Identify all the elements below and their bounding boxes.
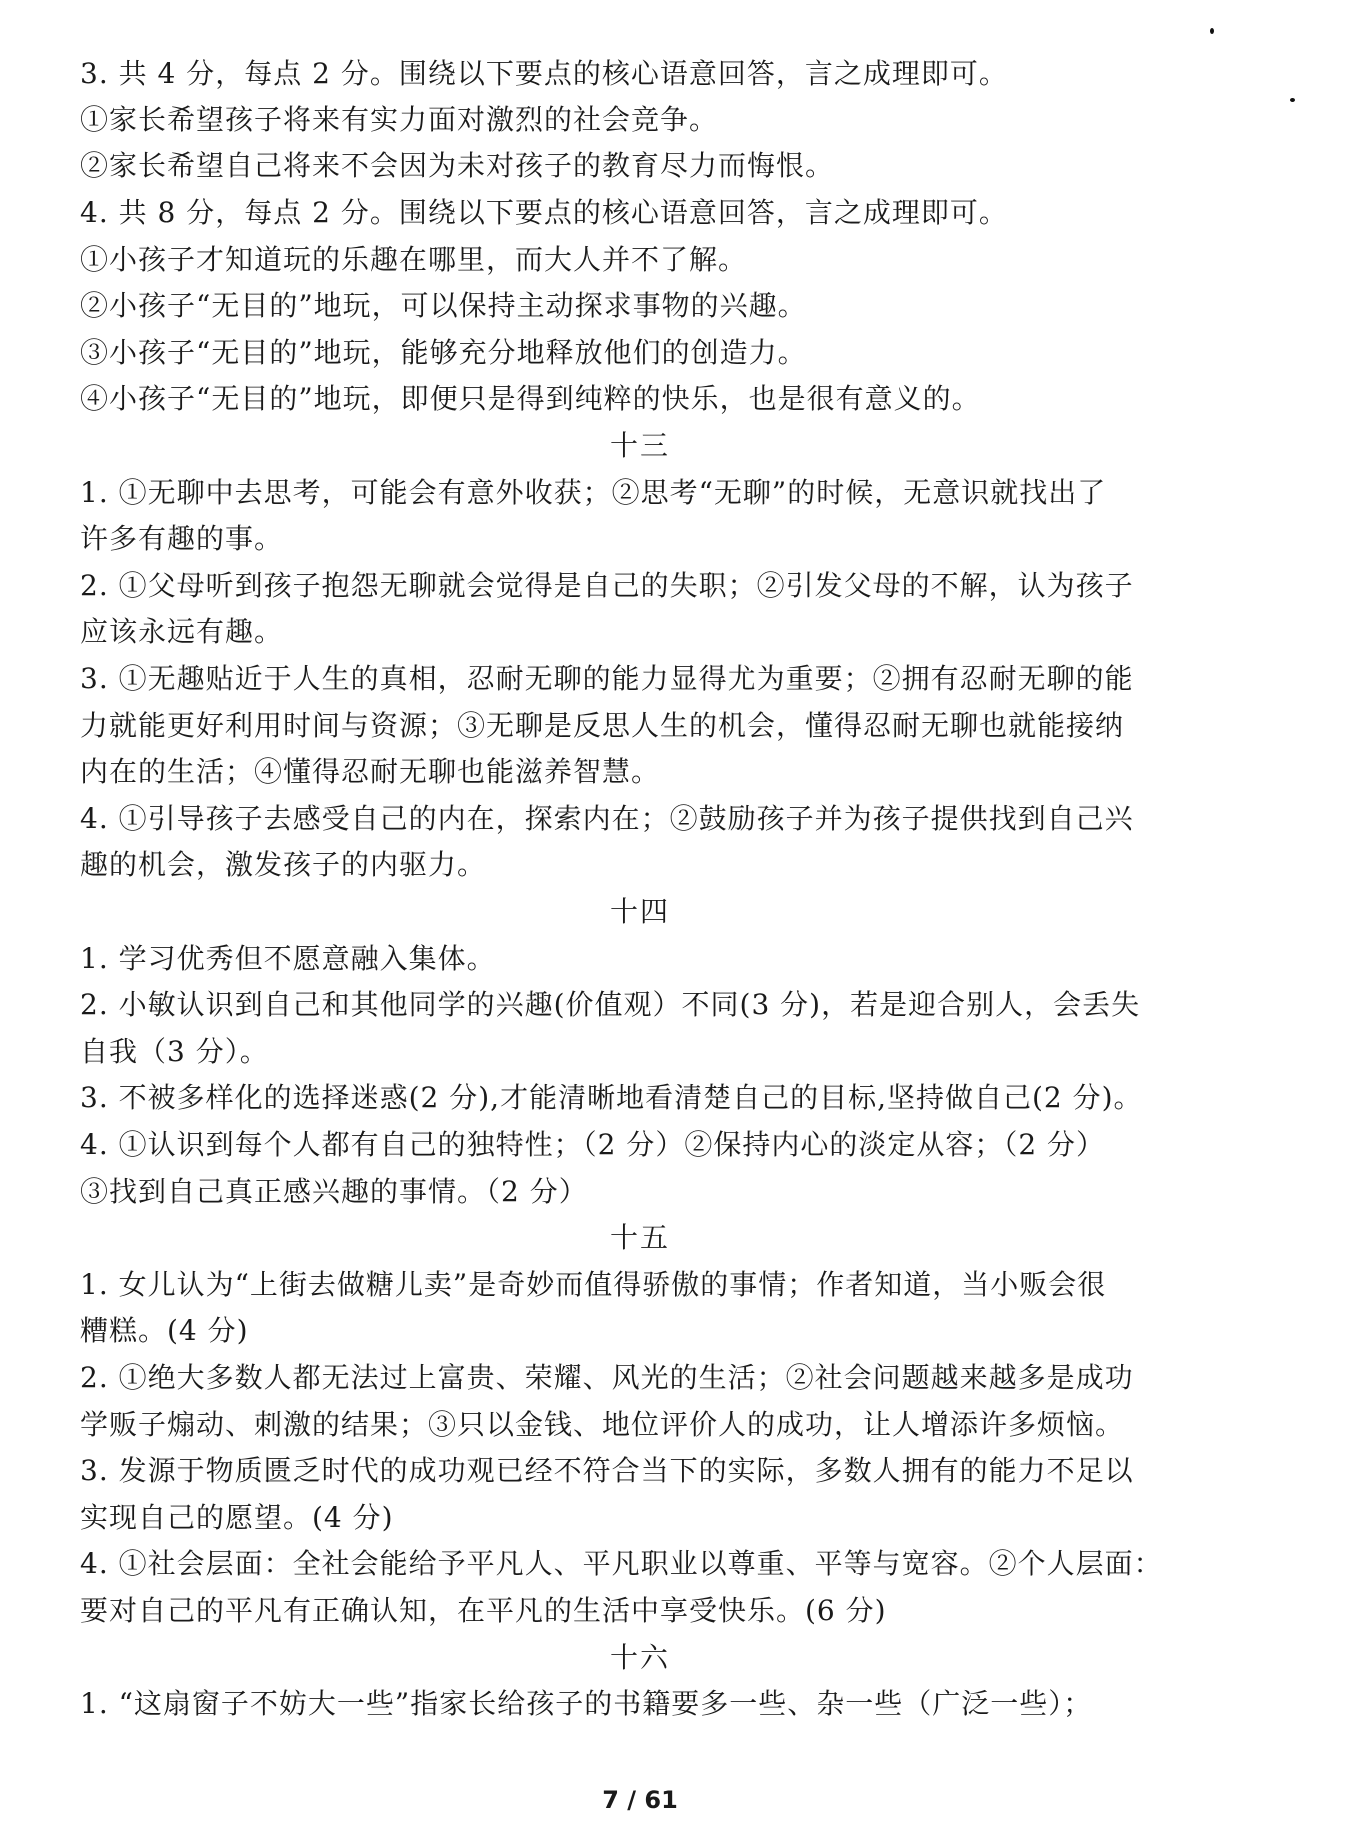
answer-line: ③小孩子“无目的”地玩，能够充分地释放他们的创造力。 [80,336,807,369]
answer-line: 2. ①父母听到孩子抱怨无聊就会觉得是自己的失职；②引发父母的不解，认为孩子 [80,569,1134,602]
answer-line: ②小孩子“无目的”地玩，可以保持主动探求事物的兴趣。 [80,289,807,322]
section-heading-15: 十五 [609,1221,670,1254]
page-number: 7 / 61 [602,1786,678,1814]
answer-line: 4. ①引导孩子去感受自己的内在，探索内在；②鼓励孩子并为孩子提供找到自己兴 [80,802,1134,835]
answer-line: 1. “这扇窗子不妨大一些”指家长给孩子的书籍要多一些、杂一些（广泛一些）； [80,1687,1093,1720]
answer-line: 许多有趣的事。 [80,522,284,555]
answer-line: ②家长希望自己将来不会因为未对孩子的教育尽力而悔恨。 [80,149,835,182]
answer-line: 力就能更好利用时间与资源；③无聊是反思人生的机会，懂得忍耐无聊也就能接纳 [80,709,1125,742]
answer-line: 4. ①社会层面：全社会能给予平凡人、平凡职业以尊重、平等与宽容。②个人层面： [80,1547,1163,1580]
answer-line: 应该永远有趣。 [80,615,284,648]
answer-line: 2. ①绝大多数人都无法过上富贵、荣耀、风光的生活；②社会问题越来越多是成功 [80,1361,1134,1394]
answer-line: ④小孩子“无目的”地玩，即便只是得到纯粹的快乐，也是很有意义的。 [80,382,981,415]
answer-line: 1. 学习优秀但不愿意融入集体。 [80,942,496,975]
answer-line: 学贩子煽动、刺激的结果；③只以金钱、地位评价人的成功，让人增添许多烦恼。 [80,1408,1125,1441]
answer-line: 4. ①认识到每个人都有自己的独特性；（2 分）②保持内心的淡定从容；（2 分） [80,1128,1106,1161]
answer-line: 内在的生活；④懂得忍耐无聊也能滋养智慧。 [80,755,661,788]
answer-line: 1. ①无聊中去思考，可能会有意外收获；②思考“无聊”的时候，无意识就找出了 [80,476,1107,509]
answer-line: 实现自己的愿望。(4 分) [80,1501,394,1534]
answer-line: ①家长希望孩子将来有实力面对激烈的社会竞争。 [80,103,719,136]
answer-line: ③找到自己真正感兴趣的事情。（2 分） [80,1175,588,1208]
scan-speck [1290,98,1295,102]
answer-line: 3. 不被多样化的选择迷惑(2 分),才能清晰地看清楚自己的目标,坚持做自己(2 分)。 [80,1081,1143,1114]
answer-line: 糟糕。(4 分) [80,1314,249,1347]
answer-line: 1. 女儿认为“上街去做糖儿卖”是奇妙而值得骄傲的事情；作者知道，当小贩会很 [80,1268,1107,1301]
answer-line: 3. 发源于物质匮乏时代的成功观已经不符合当下的实际，多数人拥有的能力不足以 [80,1454,1134,1487]
scan-speck [1210,28,1214,34]
answer-line: 4. 共 8 分，每点 2 分。围绕以下要点的核心语意回答，言之成理即可。 [80,196,1008,229]
answer-line: ①小孩子才知道玩的乐趣在哪里，而大人并不了解。 [80,243,748,276]
answer-line: 3. ①无趣贴近于人生的真相，忍耐无聊的能力显得尤为重要；②拥有忍耐无聊的能 [80,662,1134,695]
section-heading-13: 十三 [609,429,670,462]
answer-line: 趣的机会，激发孩子的内驱力。 [80,848,487,881]
answer-line: 2. 小敏认识到自己和其他同学的兴趣(价值观）不同(3 分)，若是迎合别人，会丢失 [80,988,1141,1021]
section-heading-16: 十六 [609,1641,670,1674]
answer-line: 3. 共 4 分，每点 2 分。围绕以下要点的核心语意回答，言之成理即可。 [80,57,1008,90]
section-heading-14: 十四 [609,895,670,928]
answer-line: 要对自己的平凡有正确认知，在平凡的生活中享受快乐。(6 分) [80,1594,887,1627]
answer-line: 自我（3 分）。 [80,1035,269,1068]
